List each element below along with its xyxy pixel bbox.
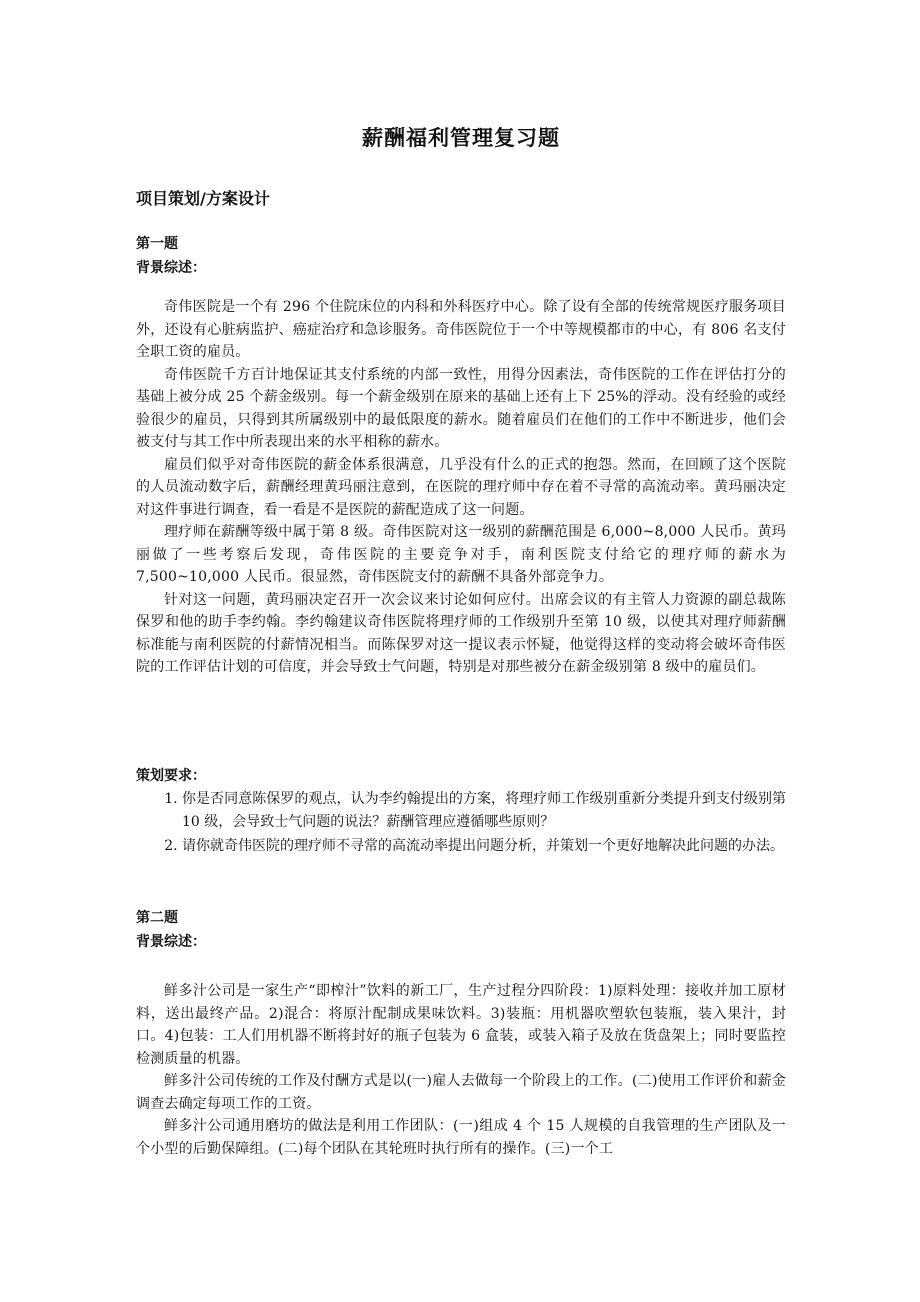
paragraph: 鲜多汁公司传统的工作及付酬方式是以(一)雇人去做每一个阶段上的工作。(二)使用工作评价和薪金调查去确定每项工作的工资。 — [136, 1073, 786, 1112]
paragraph: 鲜多汁公司是一家生产“即榨汁”饮料的新工厂，生产过程分四阶段：1)原料处理：接收并加工原材料，送出最终产品。2)混合：将原汁配制成果味饮料。3)装瓶：用机器吹塑软包装瓶，装入果汁，封口。4)包装：工人们用机器不断将封好的瓶子包装为 6 盒装，或装入箱子及放在货盘架上；同时要监控检测质量的机器。 — [136, 983, 786, 1067]
list-item: 1. 你是否同意陈保罗的观点，认为李约翰提出的方案，将理疗师工作级别重新分类提升到支付级别第 10 级，会导致士气问题的说法？薪酬管理应遵循哪些原则？ — [182, 788, 786, 833]
section-heading: 项目策划/方案设计 — [136, 189, 270, 208]
list-item: 2. 请你就奇伟医院的理疗师不寻常的高流动率提出问题分析，并策划一个更好地解决此问题的办法。 — [182, 835, 786, 858]
question1-heading: 第一题 — [136, 236, 178, 252]
paragraph: 理疗师在薪酬等级中属于第 8 级。奇伟医院对这一级别的薪酬范围是 6,000~8,000 人民币。黄玛丽做了一些考察后发现，奇伟医院的主要竞争对手，南利医院支付给它的理疗师的薪水为 7,500~10,000 人民币。很显然，奇伟医院支付的薪酬不具备外部竞争力。 — [136, 524, 786, 585]
paragraph: 鲜多汁公司通用磨坊的做法是利用工作团队：(一)组成 4 个 15 人规模的自我管理的生产团队及一个小型的后勤保障组。(二)每个团队在其轮班时执行所有的操作。(三)一个工 — [136, 1118, 786, 1157]
question1-background — [136, 296, 786, 679]
paragraph: 雇员们似乎对奇伟医院的薪金体系很满意，几乎没有什么的正式的抱怨。然而，在回顾了这个医院的人员流动数字后，薪酬经理黄玛丽注意到，在医院的理疗师中存在着不寻常的高流动率。黄玛丽决定对这件事进行调查，看一看是不是医院的薪配造成了这一问题。 — [136, 456, 786, 518]
document-title: 薪酬福利管理复习题 — [362, 126, 560, 150]
question2-background — [136, 980, 786, 1160]
question1-background-label: 背景综述： — [136, 260, 206, 276]
question2-heading: 第二题 — [136, 910, 178, 926]
question1-requirements-list — [136, 788, 786, 860]
question1-requirements-label: 策划要求： — [136, 768, 206, 784]
question2-background-label: 背景综述： — [136, 934, 206, 950]
paragraph: 奇伟医院千方百计地保证其支付系统的内部一致性，用得分因素法，奇伟医院的工作在评估打分的基础上被分成 25 个薪金级别。每一个薪金级别在原来的基础上还有上下 25%的浮动。没有经验的或经验很少的雇员，只得到其所属级别中的最低限度的薪水。随着雇员们在他们的工作中不断进步，他们会被支付与其工作中所表现出来的水平相称的薪水。 — [136, 366, 786, 450]
paragraph: 针对这一问题，黄玛丽决定召开一次会议来讨论如何应付。出席会议的有主管人力资源的副总裁陈保罗和他的助手李约翰。李约翰建议奇伟医院将理疗师的工作级别升至第 10 级，以使其对理疗师薪酬标准能与南利医院的付薪情况相当。而陈保罗对这一提议表示怀疑，他觉得这样的变动将会破坏奇伟医院的工作评估计划的可信度，并会导致士气问题，特别是对那些被分在薪金级别第 8 级中的雇员们。 — [136, 591, 786, 675]
paragraph: 奇伟医院是一个有 296 个住院床位的内科和外科医疗中心。除了设有全部的传统常规医疗服务项目外，还设有心脏病监护、癌症治疗和急诊服务。奇伟医院位于一个中等规模都市的中心，有 806 名支付全职工资的雇员。 — [136, 299, 786, 360]
